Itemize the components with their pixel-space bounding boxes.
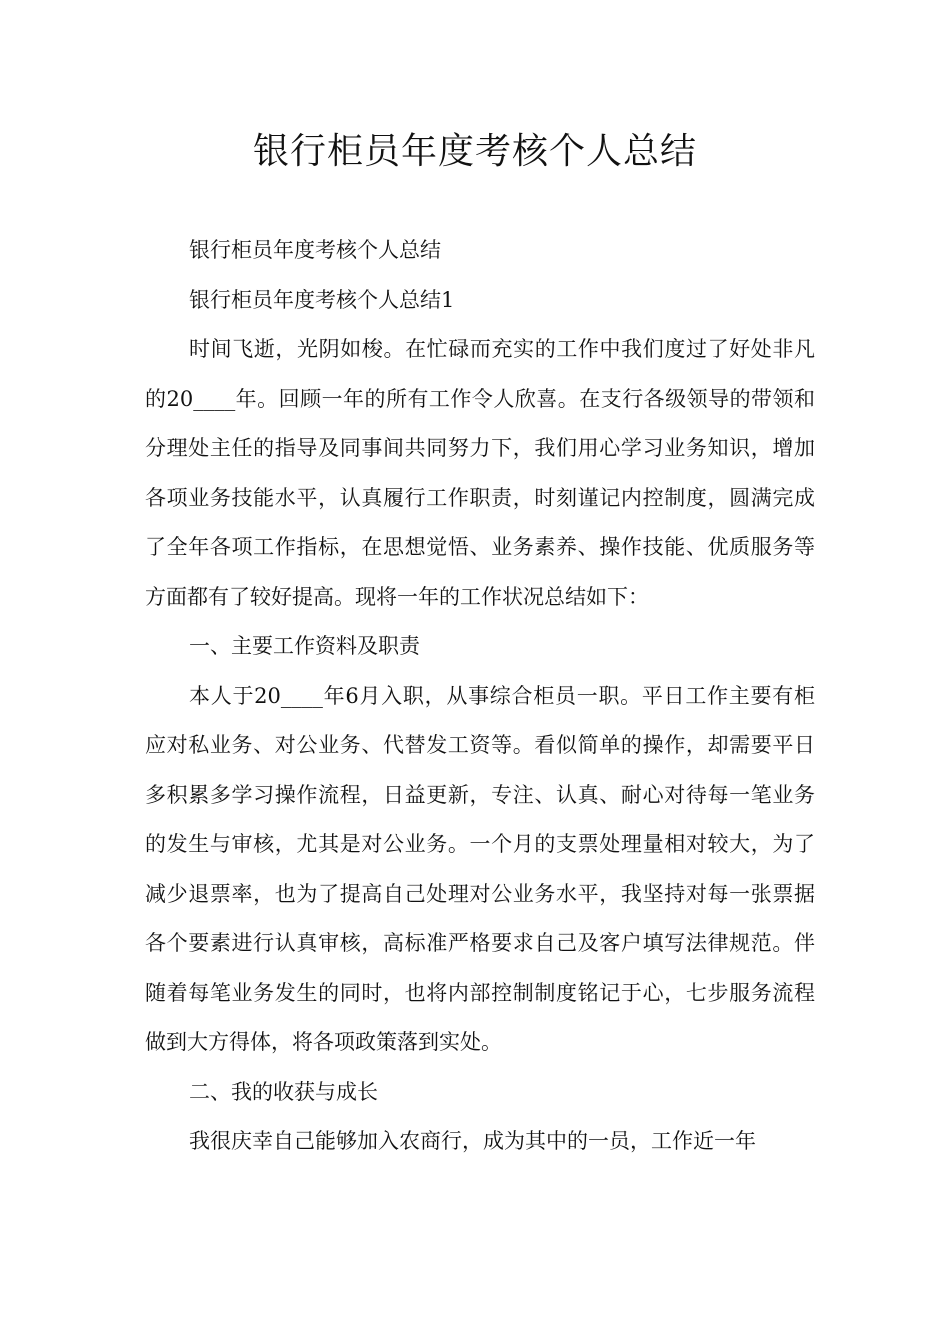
paragraph-main-work: 本人于20____年6月入职，从事综合柜员一职。平日工作主要有柜应对私业务、对公业务、代替发工资等。看似简单的操作，却需要平日多积累多学习操作流程，日益更新，专注、认真、耐心对待每一笔业务的发生与审核，尤其是对公业务。一个月的支票处理量相对较大，为了减少退票率，也为了提高自己处理对公业务水平，我坚持对每一张票据各个要素进行认真审核，高标准严格要求自己及客户填写法律规范。伴随着每笔业务发生的同时，也将内部控制制度铭记于心，七步服务流程做到大方得体，将各项政策落到实处。 bbox=[145, 683, 815, 1054]
paragraph-intro: 时间飞逝，光阴如梭。在忙碌而充实的工作中我们度过了好处非凡的20____年。回顾一年的所有工作令人欣喜。在支行各级领导的带领和分理处主任的指导及同事间共同努力下，我们用心学习业务知识，增加各项业务技能水平，认真履行工作职责，时刻谨记内控制度，圆满完成了全年各项工作指标，在思想觉悟、业务素养、操作技能、优质服务等方面都有了较好提高。现将一年的工作状况总结如下： bbox=[145, 337, 815, 609]
paragraph-subtitle: 银行柜员年度考核个人总结 bbox=[189, 238, 441, 262]
heading-main-work: 一、主要工作资料及职责 bbox=[189, 634, 420, 658]
document-body bbox=[145, 226, 815, 1167]
paragraph-section-heading: 银行柜员年度考核个人总结1 bbox=[189, 287, 455, 312]
document-title: 银行柜员年度考核个人总结 bbox=[252, 131, 697, 172]
heading-gains-growth: 二、我的收获与成长 bbox=[189, 1079, 378, 1104]
paragraph-gains-growth: 我很庆幸自己能够加入农商行，成为其中的一员，工作近一年 bbox=[189, 1129, 756, 1153]
